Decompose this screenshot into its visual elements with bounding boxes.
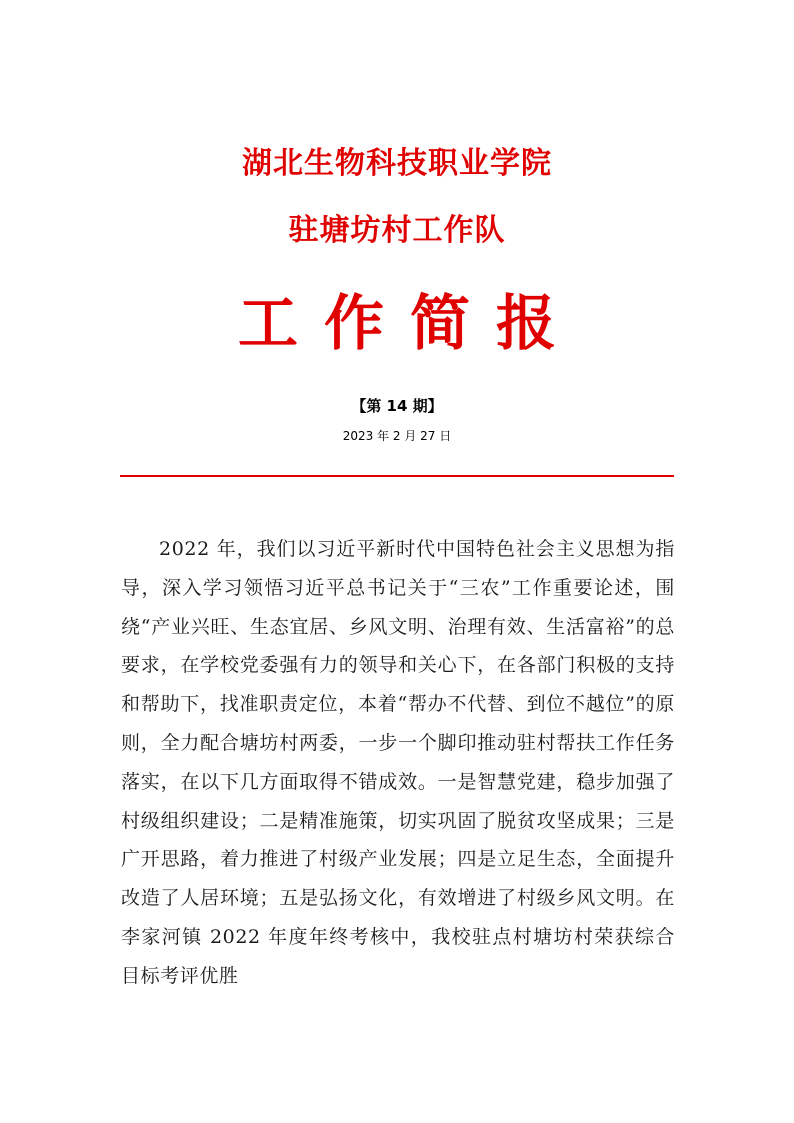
header-divider xyxy=(120,475,674,477)
body-paragraph: 2022 年，我们以习近平新时代中国特色社会主义思想为指导，深入学习领悟习近平总书记关于“三农”工作重要论述，围绕“产业兴旺、生态宜居、乡风文明、治理有效、生活富裕”的总要求，在学校党委强有力的领导和关心下，在各部门积极的支持和帮助下，找准职责定位，本着“帮办不代替、到位不越位”的原则，全力配合塘坊村两委，一步一个脚印推动驻村帮扶工作任务落实，在以下几方面取得不错成效。一是智慧党建，稳步加强了村级组织建设；二是精准施策，切实巩固了脱贫攻坚成果；三是广开思路，着力推进了村级产业发展；四是立足生态，全面提升改造了人居环境；五是弘扬文化，有效增进了村级乡风文明。在李家河镇 2022 年度年终考核中，我校驻点村塘坊村荣获综合目标考评优胜 xyxy=(121,538,675,987)
org-name-line-2: 驻塘坊村工作队 xyxy=(288,213,506,248)
org-name-line-1: 湖北生物科技职业学院 xyxy=(242,146,552,181)
bulletin-title: 工作简报 xyxy=(238,289,582,359)
issue-date: 2023 年 2 月 27 日 xyxy=(342,429,452,443)
issue-number: 【第 14 期】 xyxy=(351,397,443,415)
